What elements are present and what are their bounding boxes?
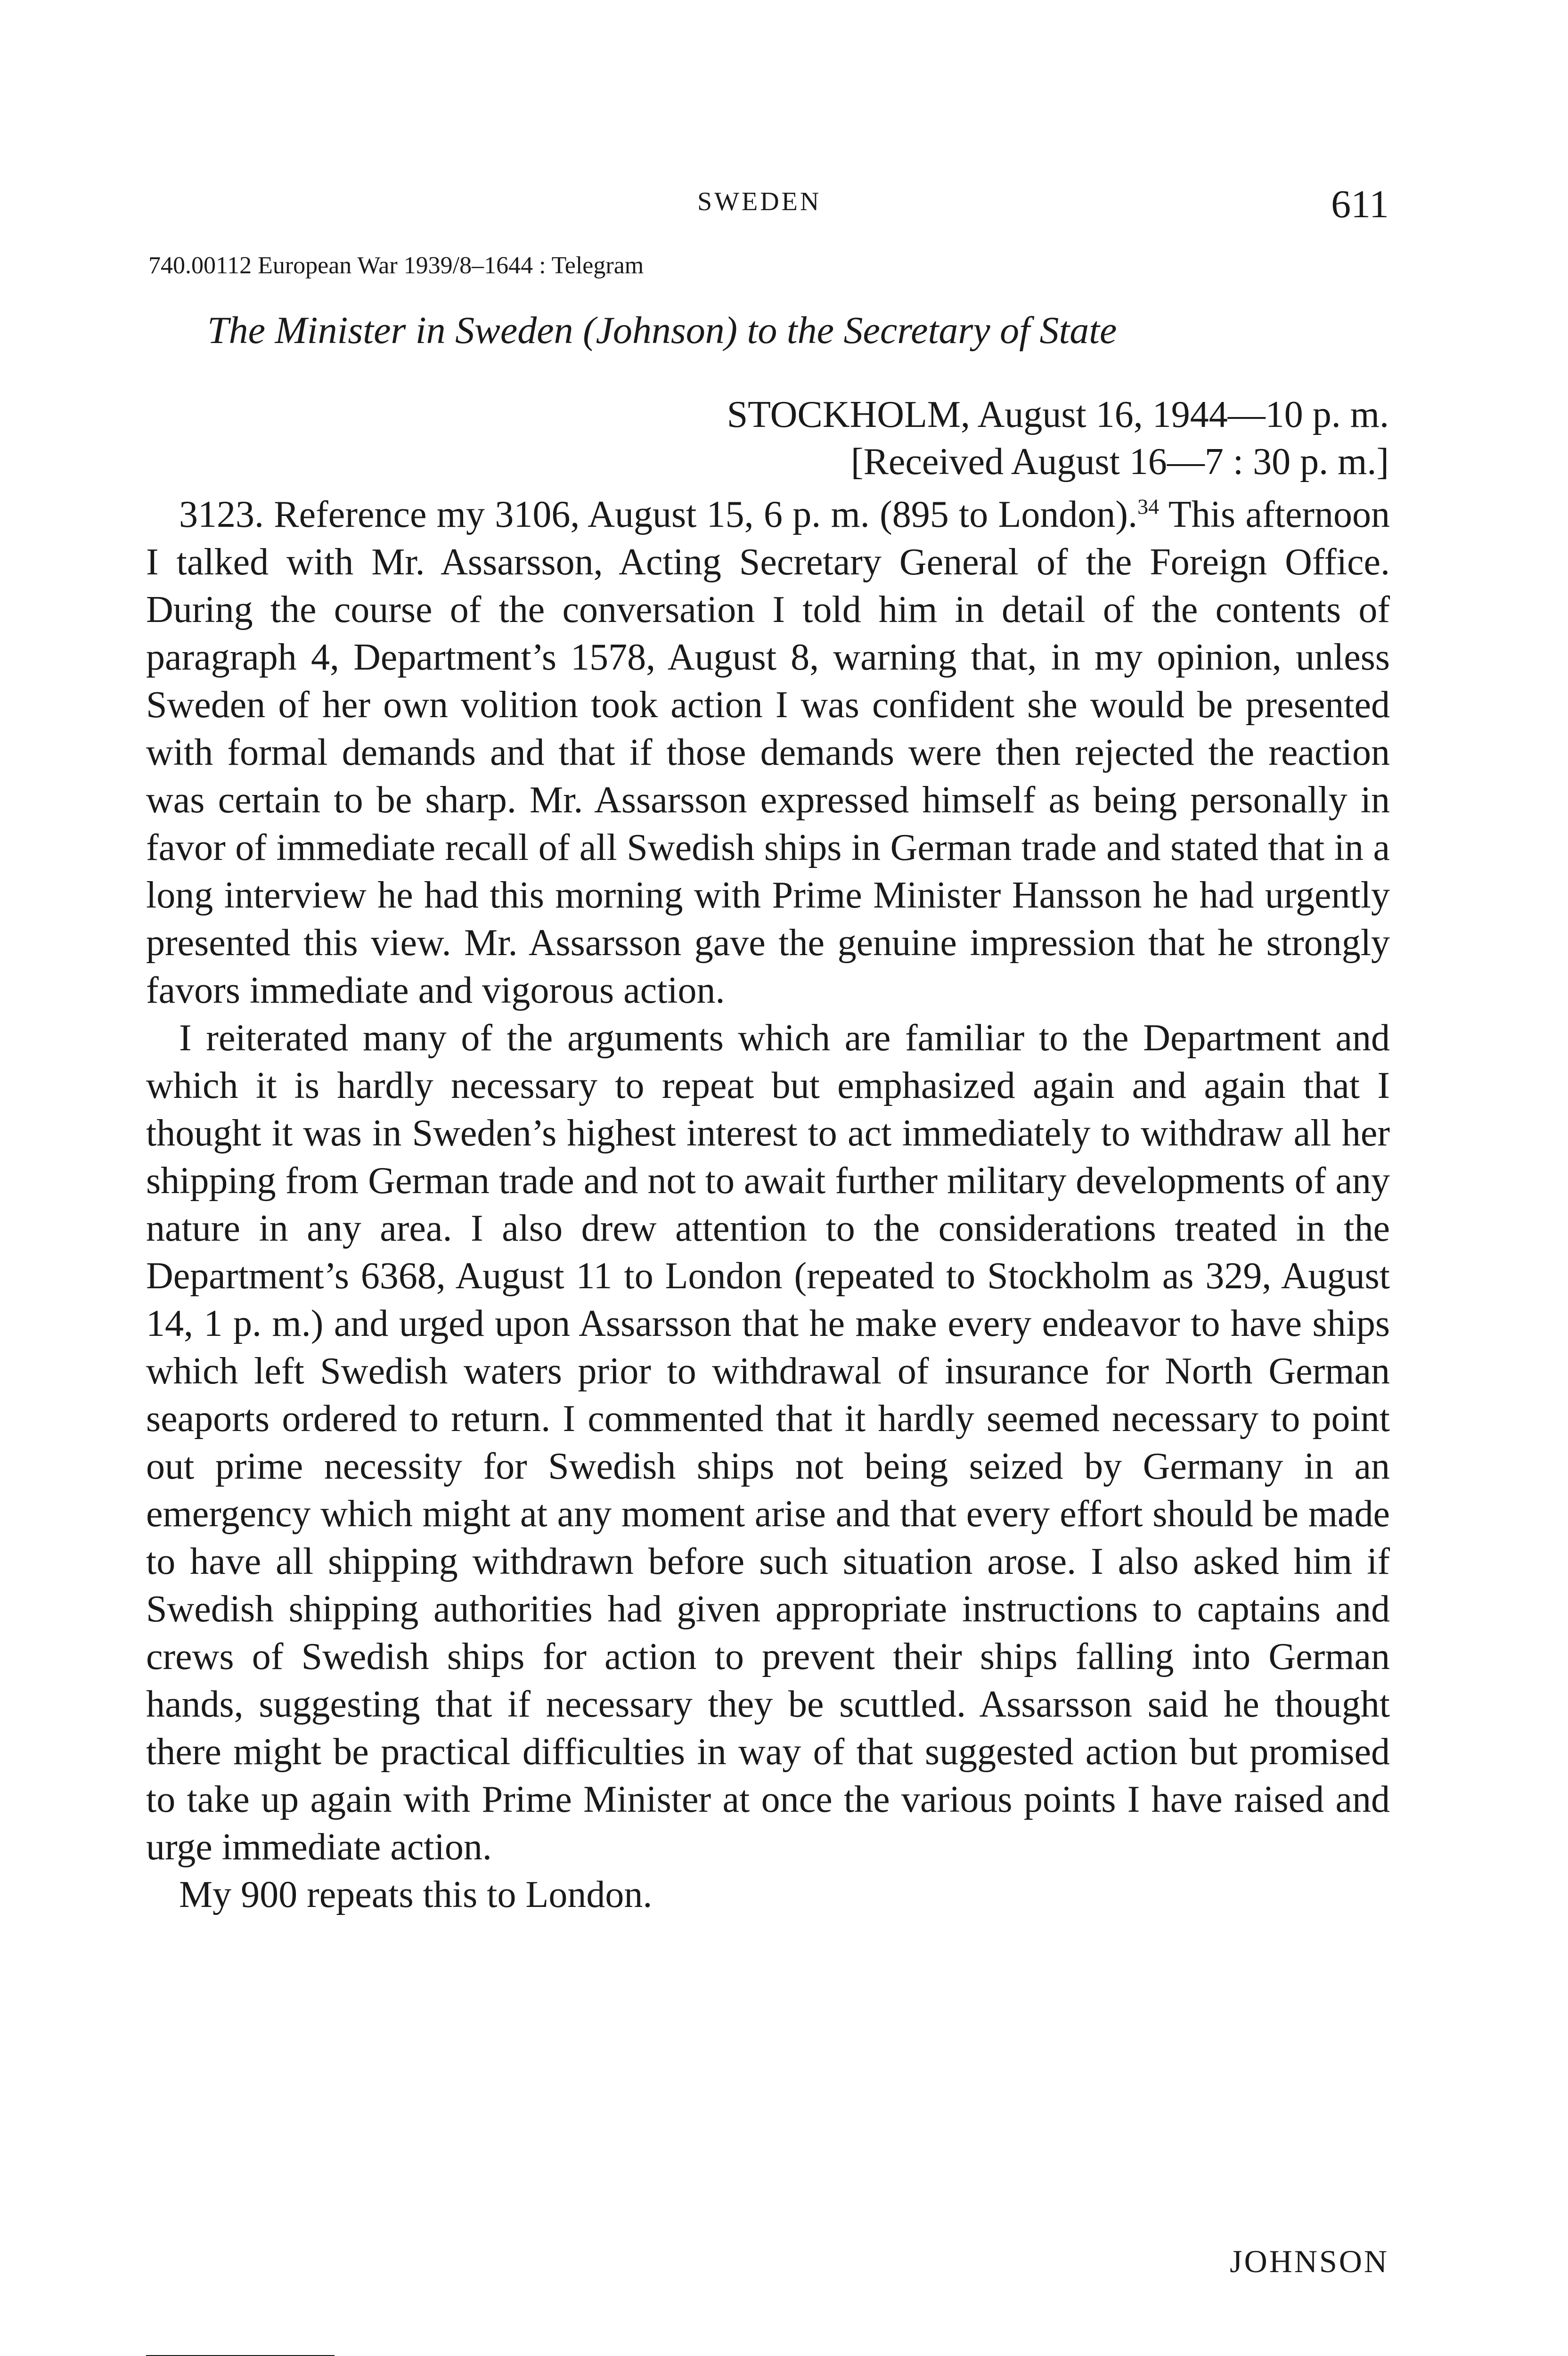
place-date-line: STOCKHOLM, August 16, 1944—10 p. m.: [727, 394, 1389, 435]
running-head: SWEDEN: [697, 187, 822, 216]
document-title: The Minister in Sweden (Johnson) to the Secretary of State: [207, 309, 1117, 352]
signature: JOHNSON: [1230, 2243, 1389, 2279]
paragraph-1-text-start: 3123. Reference my 3106, August 15, 6 p. m. (895 to London).: [179, 494, 1138, 535]
body-paragraph-1: [146, 491, 1390, 1014]
paragraph-1-text-rest: This afternoon I talked with Mr. Assarsson, Acting Secretary General of the Foreign Office. During the course of the conversation I told him in detail of the contents of paragraph 4, Department’s 1578, August 8, warning that, in my opinion, unless Sweden of her own volition took action I was confident she would be presented with formal demands and that if those demands were then rejected the reaction was certain to be sharp. Mr. Assarsson expressed himself as being personally in favor of immediate recall of all Swedish ships in German trade and stated that in a long interview he had this morning with Prime Minister Hansson he had urgently presented this view. Mr. Assarsson gave the genuine impression that he strongly favors immediate and vigorous action.: [146, 494, 1390, 1011]
received-line: [Received August 16—7 : 30 p. m.]: [850, 441, 1389, 483]
telegram-body: [146, 491, 1390, 1919]
file-reference: 740.00112 European War 1939/8–1644 : Telegram: [148, 252, 644, 279]
page-number: 611: [1331, 182, 1389, 226]
body-paragraph-3: My 900 repeats this to London.: [179, 1874, 653, 1915]
body-paragraph-2: I reiterated many of the arguments which are familiar to the Department and which it is hardly necessary to repeat but emphasized again and again that I thought it was in Sweden’s highest interest to act immediately to withdraw all her shipping from German trade and not to await further military developments of any nature in any area. I also drew attention to the considerations treated in the Department’s 6368, August 11 to London (repeated to Stockholm as 329, August 14, 1 p. m.) and urged upon Assarsson that he make every endeavor to have ships which left Swedish waters prior to withdrawal of insurance for North German seaports ordered to return. I commented that it hardly seemed necessary to point out prime necessity for Swedish ships not being seized by Germany in an emergency which might at any moment arise and that every effort should be made to have all shipping withdrawn before such situation arose. I also asked him if Swedish shipping authorities had given appropriate instructions to captains and crews of Swedish ships for action to prevent their ships falling into German hands, suggesting that if necessary they be scuttled. Assarsson said he thought there might be practical difficulties in way of that suggested action but promised to take up again with Prime Minister at once the various points I have raised and urge immediate action.: [146, 1017, 1390, 1868]
footnote-reference: 34: [1137, 494, 1160, 519]
